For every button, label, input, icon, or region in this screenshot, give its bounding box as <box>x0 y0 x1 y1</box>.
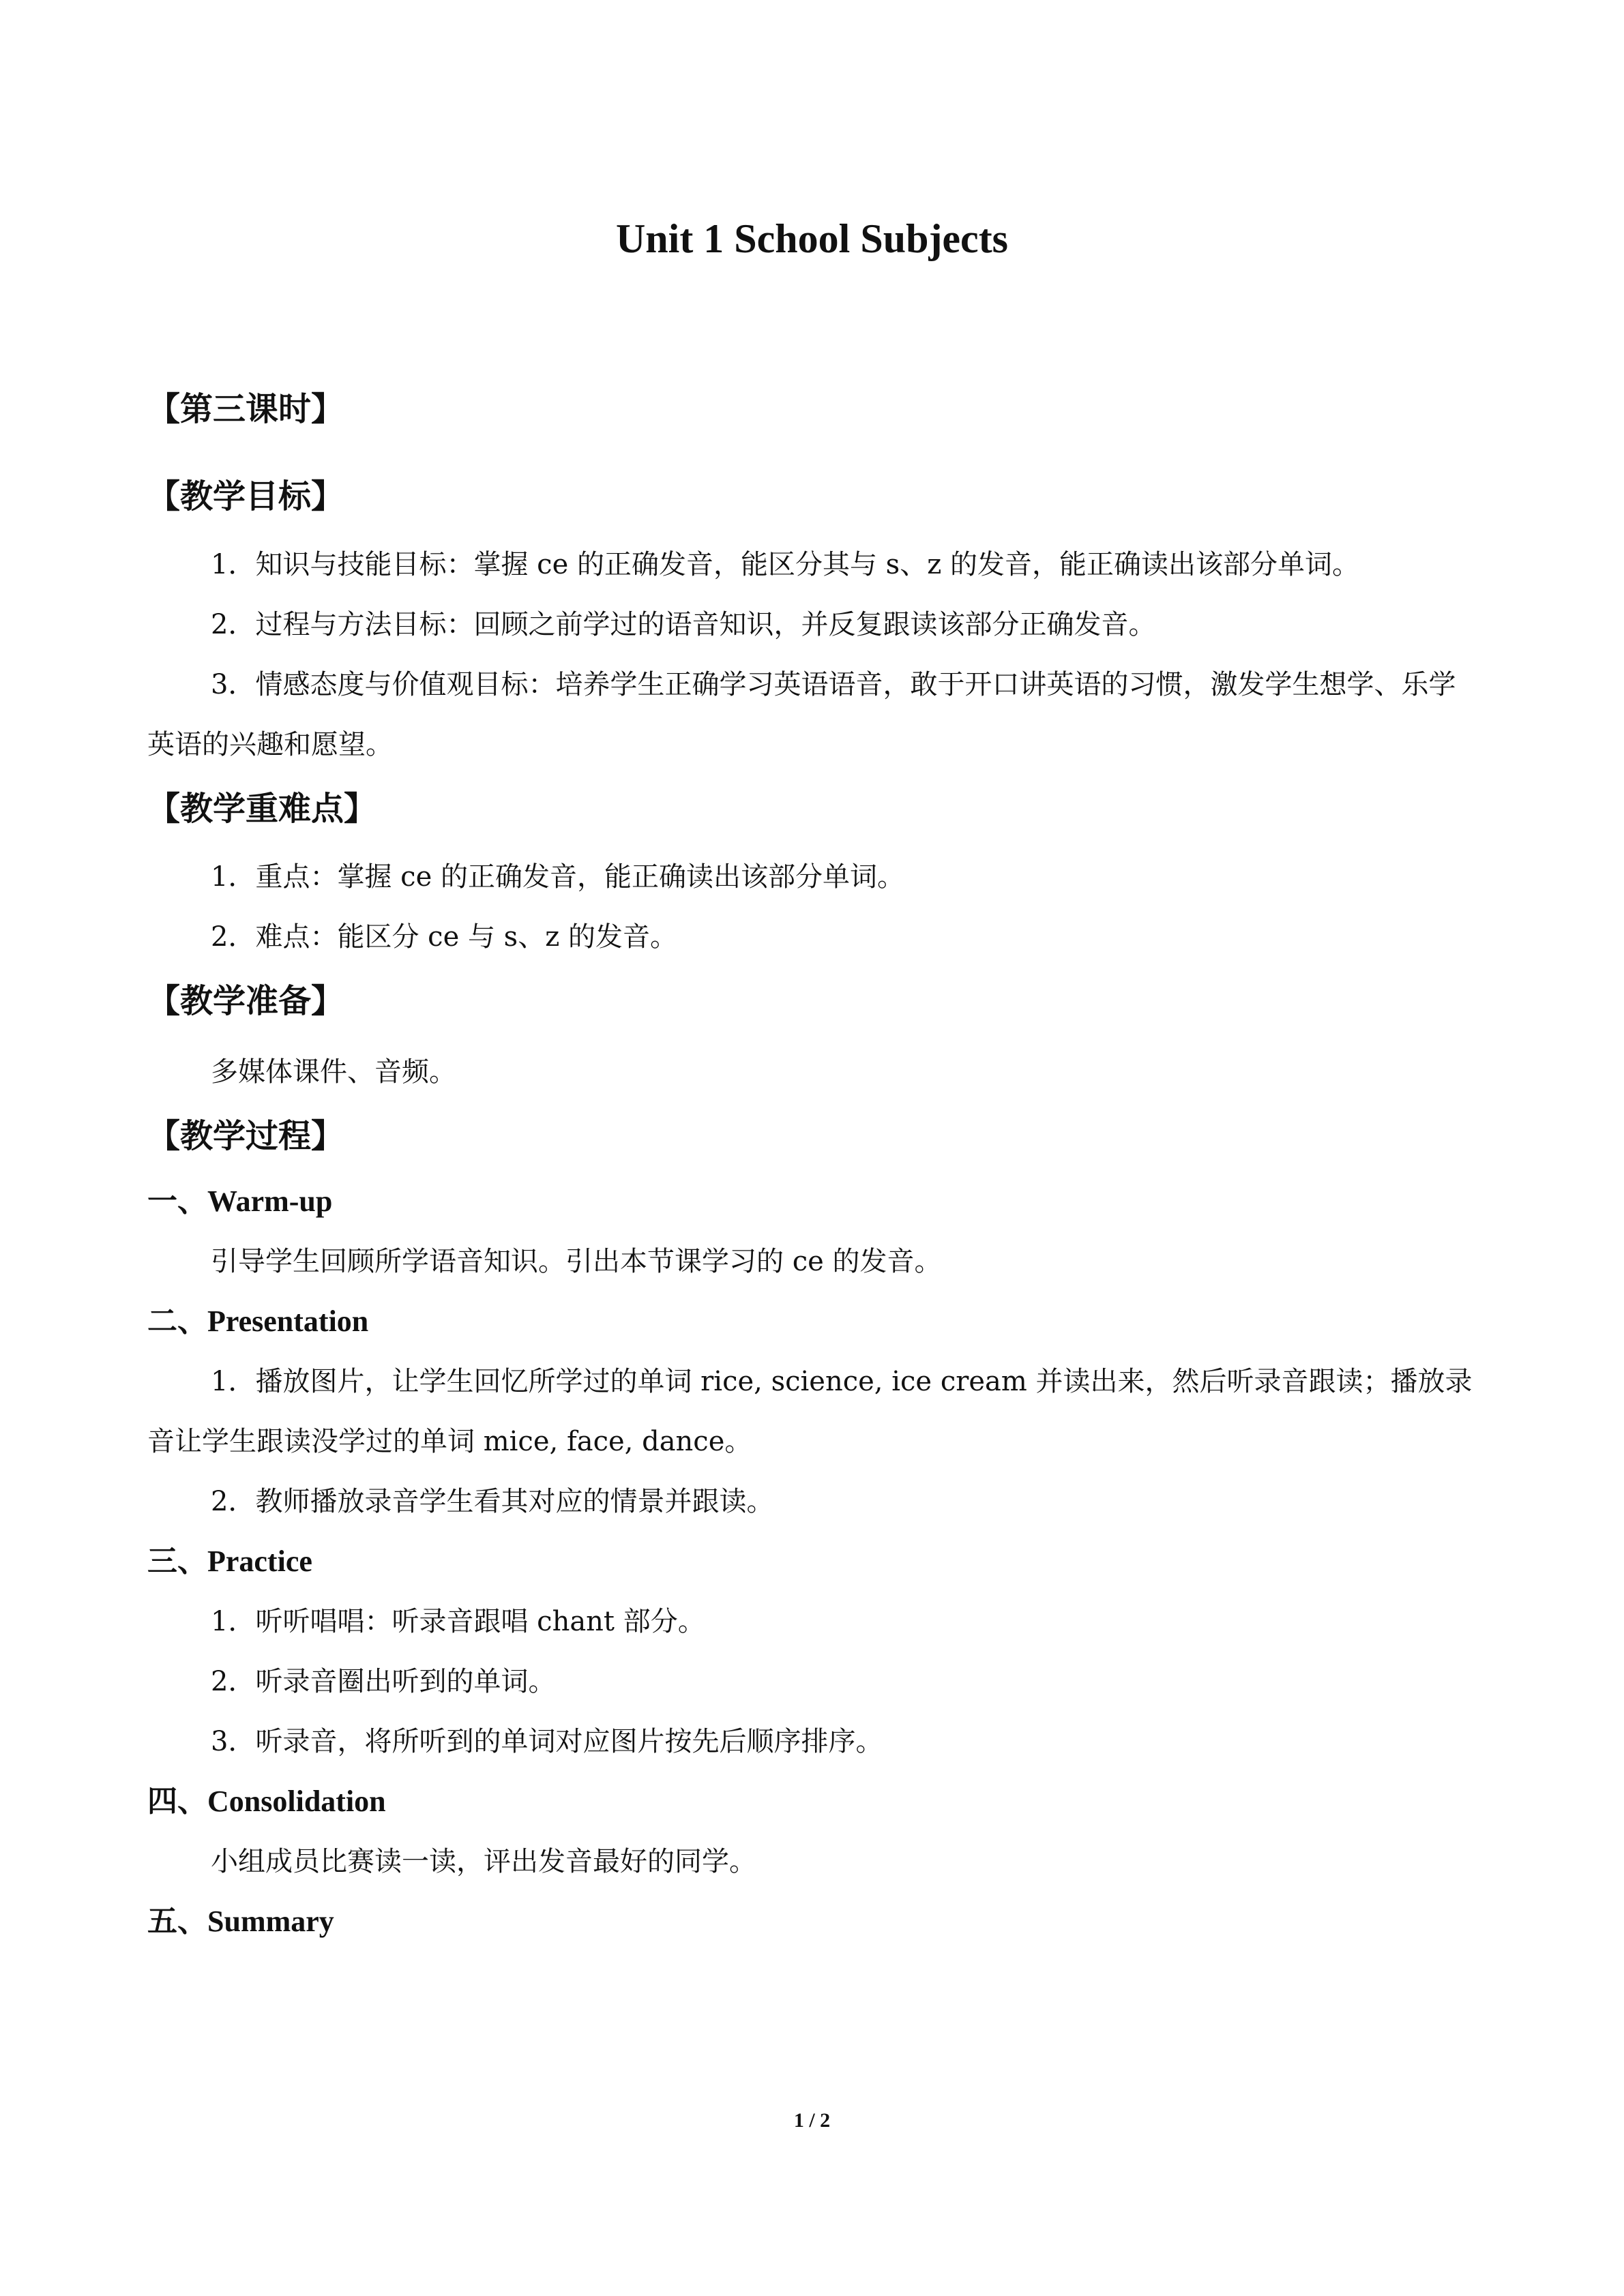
key-point-item: 1．重点：掌握 ce 的正确发音，能正确读出该部分单词。 <box>211 861 904 893</box>
key-point-item: 2．难点：能区分 ce 与 s、z 的发音。 <box>211 921 677 953</box>
key-points-heading: 【教学重难点】 <box>147 790 377 828</box>
objective-item: 3．情感态度与价值观目标：培养学生正确学习英语语音，敢于开口讲英语的习惯，激发学生想学、乐学英语的兴趣和愿望。 <box>147 669 1456 760</box>
process-item: 2．教师播放录音学生看其对应的情景并跟读。 <box>211 1486 774 1517</box>
section-name: Summary <box>207 1905 334 1938</box>
objectives-heading: 【教学目标】 <box>147 477 344 516</box>
lesson-label: 【第三课时】 <box>147 390 344 428</box>
objective-item: 1．知识与技能目标：掌握 ce 的正确发音，能区分其与 s、z 的发音，能正确读出该部分单词。 <box>211 549 1359 580</box>
section-name: Practice <box>207 1545 312 1578</box>
section-number: 五、 <box>147 1904 207 1939</box>
process-heading: 【教学过程】 <box>147 1117 344 1155</box>
section-name: Consolidation <box>207 1785 386 1818</box>
process-item: 1．听听唱唱：听录音跟唱 chant 部分。 <box>211 1606 705 1637</box>
process-section-presentation <box>147 1292 1477 1352</box>
process-section-consolidation <box>147 1772 1477 1832</box>
process-section-practice <box>147 1532 1477 1592</box>
preparation-heading: 【教学准备】 <box>147 982 344 1020</box>
section-number: 二、 <box>147 1304 207 1339</box>
process-item: 3．听录音，将所听到的单词对应图片按先后顺序排序。 <box>211 1726 883 1757</box>
section-name: Presentation <box>207 1304 369 1338</box>
section-number: 三、 <box>147 1544 207 1579</box>
document-body <box>147 382 1477 1952</box>
process-item: 引导学生回顾所学语音知识。引出本节课学习的 ce 的发音。 <box>211 1246 942 1277</box>
document-title: Unit 1 School Subjects <box>615 216 1009 261</box>
process-item: 小组成员比赛读一读，评出发音最好的同学。 <box>211 1846 756 1877</box>
process-item: 1．播放图片，让学生回忆所学过的单词 rice, science, ice cream 并读出来，然后听录音跟读；播放录音让学生跟读没学过的单词 mice, face, dance。 <box>147 1366 1473 1457</box>
page-number: 1 / 2 <box>793 2109 831 2132</box>
process-item: 2．听录音圈出听到的单词。 <box>211 1666 556 1697</box>
process-section-summary <box>147 1892 1477 1952</box>
section-number: 一、 <box>147 1184 207 1219</box>
preparation-text: 多媒体课件、音频。 <box>211 1056 456 1088</box>
process-section-warm-up <box>147 1172 1477 1232</box>
section-number: 四、 <box>147 1784 207 1819</box>
objective-item: 2．过程与方法目标：回顾之前学过的语音知识，并反复跟读该部分正确发音。 <box>211 609 1156 640</box>
section-name: Warm-up <box>207 1184 333 1218</box>
